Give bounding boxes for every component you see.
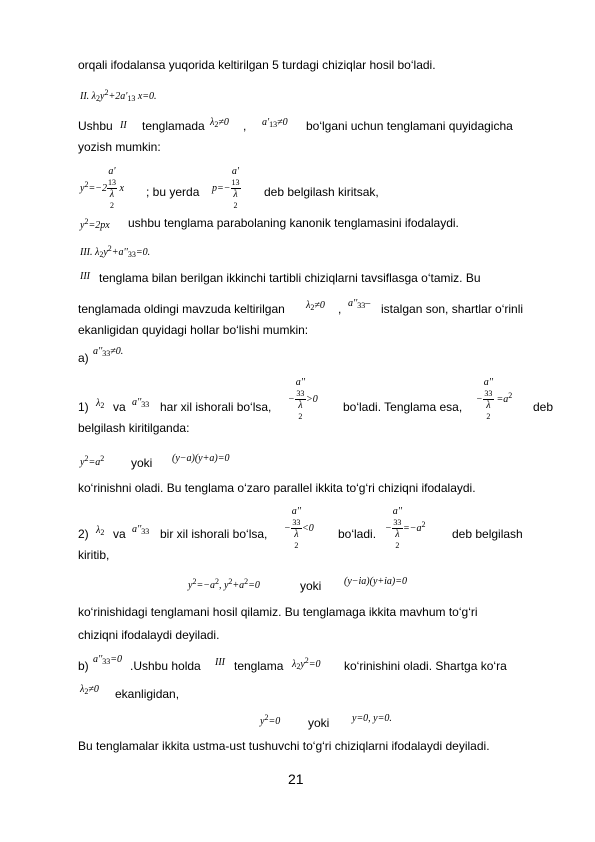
text-line: belgilash kiritilganda: [78,421,190,435]
equation-y2-zero: $y^2=0$ [260,713,281,727]
page-number: 21 [288,771,304,787]
text-line: bir xil ishorali bo‘lsa, [160,527,268,541]
equation-a33-nonzero: $a''_{33}\ne 0$. [93,346,124,358]
text-line: ko‘rinishini oladi. Shartga ko‘ra [344,659,507,673]
equation-II: II. $\lambda_2y^2+2a'_{13}$ x=0. [80,88,157,103]
text-line: deb [533,400,554,414]
label-III: III [80,271,90,282]
text-line: tenglamada oldingi mavzuda keltirilgan [78,302,285,316]
equation-a33-zero: $a''_{33}=0$ [93,654,123,666]
text-line: 2) [78,527,89,541]
equation-ratio-a2: − a'' 33 λ 2 $=a^2$ [476,377,513,421]
equation-ratio-positive: − a'' 33 λ 2 >0 [288,377,318,421]
text-line: .Ushbu holda [130,659,201,673]
equation-lambda2-nonzero: $\lambda_2\ne 0$ [80,684,99,696]
text-line: yoki [131,456,153,470]
text-line: yoki [300,579,322,593]
text-line: deb belgilash kiritsak, [264,185,379,199]
text-line: b) [78,659,89,673]
text-line: ekanligidan quyidagi hollar bo‘lishi mumkin: [78,323,309,337]
label-II: II [120,120,127,131]
label-III: III [215,657,225,668]
equation-factored: (y−a)(y+a)=0 [172,453,230,464]
text-line: ko‘rinishidagi tenglamani hosil qilamiz. Bu tenglamaga ikkita mavhum to‘g‘ri [78,605,478,619]
text-line: tenglama [234,659,284,673]
equation-lambda2-nonzero: $\lambda_2\ne 0$ [306,300,325,312]
equation-imaginary-factored: (y−ia)(y+ia)=0 [344,576,407,587]
text-line: a) [78,351,89,365]
label-II: II [80,91,87,102]
text-line: ushbu tenglama parabolaning kanonik tenglamasini ifodalaydi. [128,216,459,230]
text-line: Bu tenglamalar ikkita ustma-ust tushuvchi to‘g‘ri chiziqlarni ifodalaydi deyiladi. [78,739,490,753]
equation-y2-a2: $y^2=a^2$ [80,454,105,468]
text-line: ; bu yerda [146,185,200,199]
equation-y2: $y^2=-2$ a' 13 λ 2 x [80,166,124,210]
text-line: bo‘ladi. Tenglama esa, [343,400,463,414]
text-line: kiritib, [78,548,110,562]
text-line: istalgan son, shartlar o‘rinli [381,302,524,316]
equation-canonical-parabola: $y^2=2px$ [80,217,110,231]
text-line: yozish mumkin: [78,140,161,154]
text-line: har xil ishorali bo‘lsa, [160,400,272,414]
equation-double-line: y=0, y=0. [352,713,392,724]
equation-ratio-negative: − a'' 33 λ 2 <0 [284,506,314,550]
equation-imaginary: $y^2=-a^2$, $y^2+a^2=0$ [188,577,260,591]
text-line: , [338,302,342,316]
text-line: 1) [78,400,89,414]
text-line: chiziqni ifodalaydi deyiladi. [78,628,220,642]
equation-lambda2: $\lambda_2$ [96,525,105,537]
text-line: bo‘lgani uchun tenglamani quyidagicha [306,119,513,133]
label-III: III [80,247,90,258]
equation-a13-nonzero: $a'_{13}\ne 0$ [262,117,288,129]
equation-lambda2-y2-zero: $\lambda_2y^2=0$ [292,656,321,671]
text-line: ekanligidan, [115,687,180,701]
equation-p: p=− a' 13 λ 2 [212,166,240,210]
equation-a33: $a''_{33}$ [132,397,150,409]
text-line: va [113,527,126,541]
text-line: va [113,400,126,414]
equation-lambda2: $\lambda_2$ [96,398,105,410]
equation-a33: $a''_{33}-$ [348,298,371,310]
equation-a33: $a''_{33}$ [132,524,150,536]
text-line: deb belgilash [452,527,523,541]
text-line: Ushbu [78,119,113,133]
equation-ratio-minus-a2: − a'' 33 λ 2 $=-a^2$ [385,506,426,550]
equation-III: III. $\lambda_2y^2+a''_{33}=0$. [80,244,151,259]
equation-lambda2-nonzero: $\lambda_2\ne 0$ [210,117,229,129]
text-line: tenglamada [142,119,205,133]
text-line: , [243,119,247,133]
text-line: ko‘rinishni oladi. Bu tenglama o‘zaro parallel ikkita to‘g‘ri chiziqni ifodalaydi. [78,481,476,495]
text-line: yoki [308,716,330,730]
text-line: orqali ifodalansa yuqorida keltirilgan 5 turdagi chiziqlar hosil bo‘ladi. [78,58,436,72]
text-line: bo‘ladi. [338,527,377,541]
text-line: tenglama bilan berilgan ikkinchi tartibli chiziqlarni tavsiflasga o‘tamiz. Bu [99,271,481,285]
